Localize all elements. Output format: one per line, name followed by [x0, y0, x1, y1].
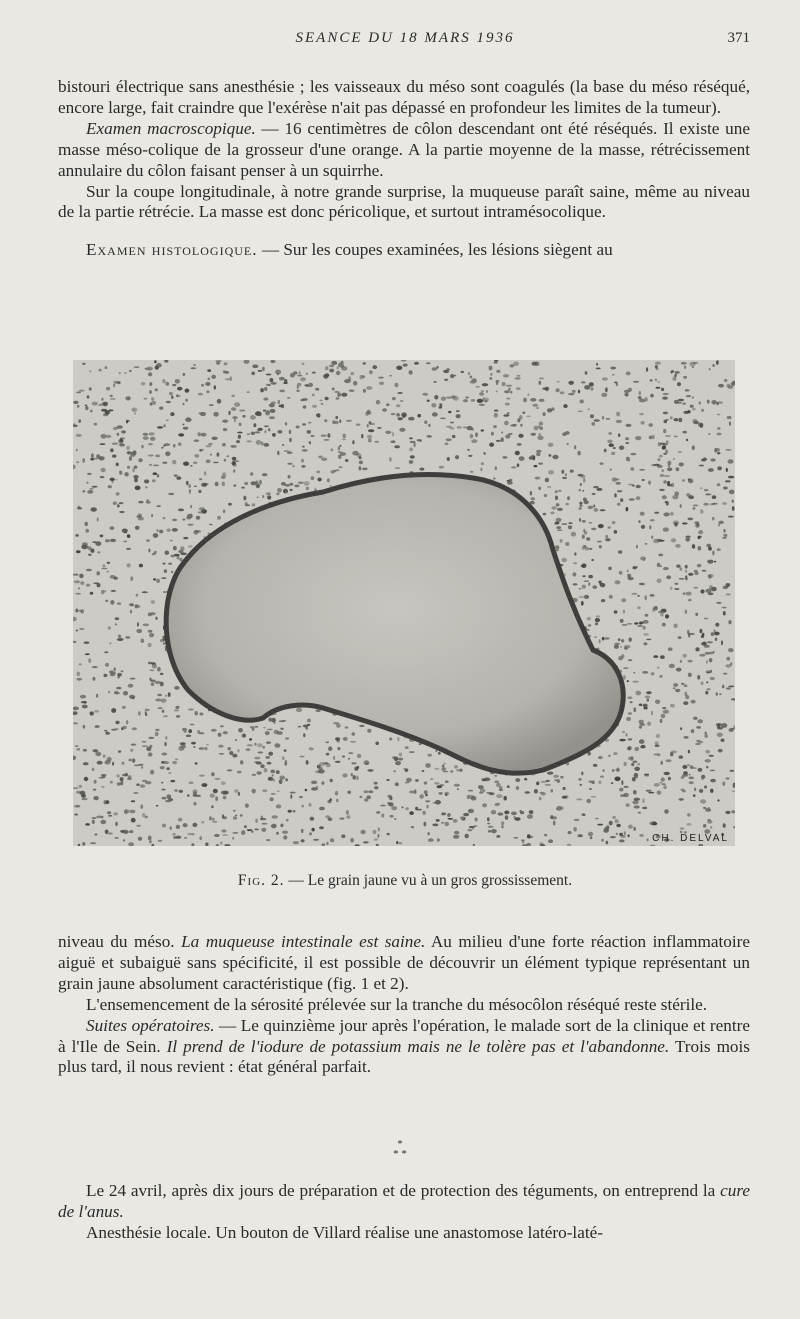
paragraph-5-italic: La muqueuse intestinale est saine.	[181, 932, 426, 951]
paragraph-2-text: — 16 centimètres de côlon descendant ont été réséqués. Il existe une masse méso-colique de la grosseur d'une orange. A la partie moyenne de la masse, rétrécissement annulaire du côlon faisant penser à un squirrhe.	[58, 118, 750, 180]
paragraph-5-start: niveau du méso.	[58, 932, 182, 951]
section-label-macroscopic: Examen macroscopique.	[86, 118, 256, 138]
page-number: 371	[727, 30, 750, 46]
paragraph-8	[58, 1181, 750, 1223]
paragraph-2	[58, 119, 750, 182]
paragraph-5	[58, 932, 750, 995]
caption-label: Fig. 2.	[237, 872, 285, 889]
paragraph-4	[58, 240, 750, 261]
section-label-histologic: Examen histologique.	[86, 240, 258, 260]
paragraph-3: Sur la coupe longitudinale, à notre grande surprise, la muqueuse paraît saine, même au niveau de la partie rétrécie. La masse est donc péricolique, et surtout intramésocolique.	[58, 181, 750, 222]
paragraph-7-italic: Il prend de l'iodure de potassium mais ne le tolère pas et l'abandonne.	[166, 1036, 670, 1056]
paragraph-8-start: Le 24 avril, après dix jours de préparation et de protection des téguments, on entreprend la	[86, 1181, 721, 1200]
micrograph-figure	[73, 360, 735, 846]
text-block-top	[58, 77, 750, 261]
page-header	[60, 30, 750, 54]
paragraph-5-end: Au milieu d'une forte réaction inflammatoire aiguë et subaiguë sans spécificité, il est possible de découvrir un élément typique représentant un grain jaune absolument caractéristique (fig. 1 et 2).	[58, 932, 750, 993]
asterism	[380, 1139, 420, 1159]
figure-caption	[60, 872, 750, 890]
running-head: SEANCE DU 18 MARS 1936	[295, 30, 515, 46]
asterism-bottom: * *	[393, 1148, 407, 1160]
paragraph-4-text: — Sur les coupes examinées, les lésions siègent au	[257, 240, 613, 260]
text-block-final	[58, 1181, 750, 1244]
text-block-bottom	[58, 932, 750, 1078]
micrograph-image	[73, 360, 735, 846]
paragraph-1: bistouri électrique sans anesthésie ; les vaisseaux du méso sont coagulés (la base du méso réséqué, encore large, fait craindre que l'exérèse n'ait pas dépassé en profondeur les limites de la tumeur).	[58, 77, 750, 117]
section-label-postop: Suites opératoires.	[86, 1015, 215, 1035]
photo-credit: CH. DELVAL	[652, 833, 729, 844]
paragraph-9: Anesthésie locale. Un bouton de Villard réalise une anastomose latéro-laté-	[86, 1222, 603, 1242]
asterism-top: *	[397, 1138, 403, 1150]
paragraph-7	[58, 1016, 750, 1079]
paragraph-8-italic: cure de l'anus.	[58, 1181, 750, 1221]
paragraph-6: L'ensemencement de la sérosité prélevée sur la tranche du mésocôlon réséqué reste stérile.	[86, 994, 708, 1014]
caption-text: — Le grain jaune vu à un gros grossissement.	[284, 872, 573, 889]
paragraph-7-end: Trois mois plus tard, il nous revient : état général parfait.	[58, 1036, 750, 1077]
paragraph-7-text: — Le quinzième jour après l'opération, le malade sort de la clinique et rentre à l'Ile de Sein.	[58, 1015, 751, 1056]
